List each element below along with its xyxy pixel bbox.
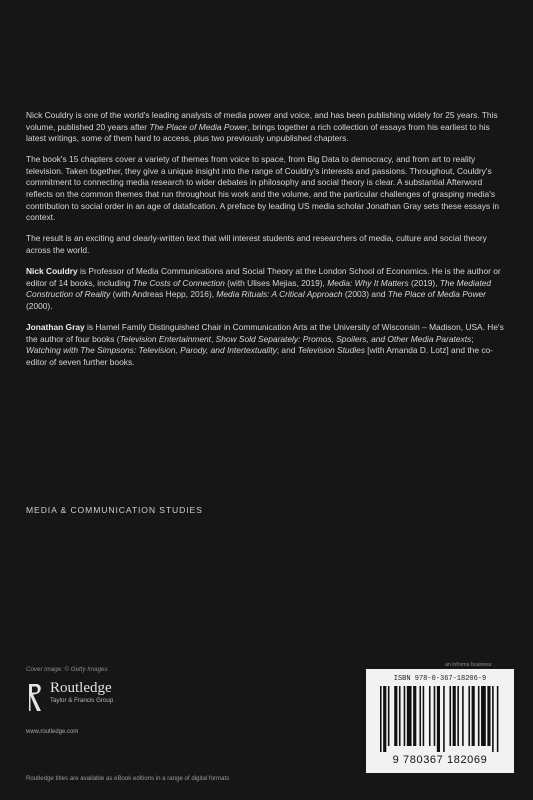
blurb-text xyxy=(26,110,504,378)
blurb-paragraph-result: The result is an exciting and clearly-written text that will interest students and researchers of media, culture and social theory across the world. xyxy=(26,233,487,255)
barcode-panel xyxy=(366,669,514,773)
ean-digits: 9 780367 182069 xyxy=(392,754,488,766)
cover-image-credit: Cover image: © Getty Images xyxy=(26,666,108,673)
blurb-paragraph-intro: Nick Couldry is one of the world's leading analysts of media power and voice, and has been publishing widely for 25 years. This volume, published 20 years after The Place of Media Power, brings together a rich collection of essays from his earliest to his latest writings, some of them hard to access, plus two previously unpublished chapters. xyxy=(26,110,498,144)
subject-category: MEDIA & COMMUNICATION STUDIES xyxy=(26,505,203,515)
author-bio-couldry: Nick Couldry is Professor of Media Communications and Social Theory at the London School of Economics. He is the author or editor of 14 books, including The Costs of Connection (with Ulises Mejias, 2019), Media: Why It Matters (2019), The Mediated Construction of Reality (with Andreas Hepp, 2016), Media Rituals: A Critical Approach (2003) and The Place of Media Power (2000). xyxy=(26,266,501,311)
ebook-availability-note: Routledge titles are available as eBook editions in a range of digital formats xyxy=(26,775,230,782)
publisher-url[interactable]: www.routledge.com xyxy=(26,729,79,735)
barcode-icon xyxy=(380,686,500,752)
publisher-name: Routledge xyxy=(50,680,112,696)
publisher-group: Taylor & Francis Group xyxy=(50,697,114,704)
isbn-text: ISBN 978-0-367-18206-9 xyxy=(393,675,487,683)
routledge-r-logo-icon xyxy=(26,680,44,714)
blurb-paragraph-chapters: The book's 15 chapters cover a variety of themes from voice to space, from Big Data to democracy, and from art to reality television. Taken together, they give a unique insight into the range of Couldry's interests and passions. Throughout, Couldry's commitment to connecting media research to wider debates in philosophy and social theory is clear. A substantial Afterword reflects on the common themes that run throughout his work and the volume, and the particular challenges of grasping media's contribution to social order in an age of datafication. A preface by leading US media scholar Jonathan Gray sets these essays in context. xyxy=(26,154,499,223)
informa-business-label: an informa business xyxy=(445,662,492,668)
author-bio-gray: Jonathan Gray is Hamel Family Distinguished Chair in Communication Arts at the University of Wisconsin – Madison, USA. He's the author of four books (Television Entertainment, Show Sold Separately: Promos, Spoilers, and Other Media Paratexts; Watching with The Simpsons: Television, Parody, and Intertextuality; and Television Studies [with Amanda D. Lotz] and the co-editor of seven further books. xyxy=(26,321,504,367)
publisher-logo xyxy=(26,680,113,714)
